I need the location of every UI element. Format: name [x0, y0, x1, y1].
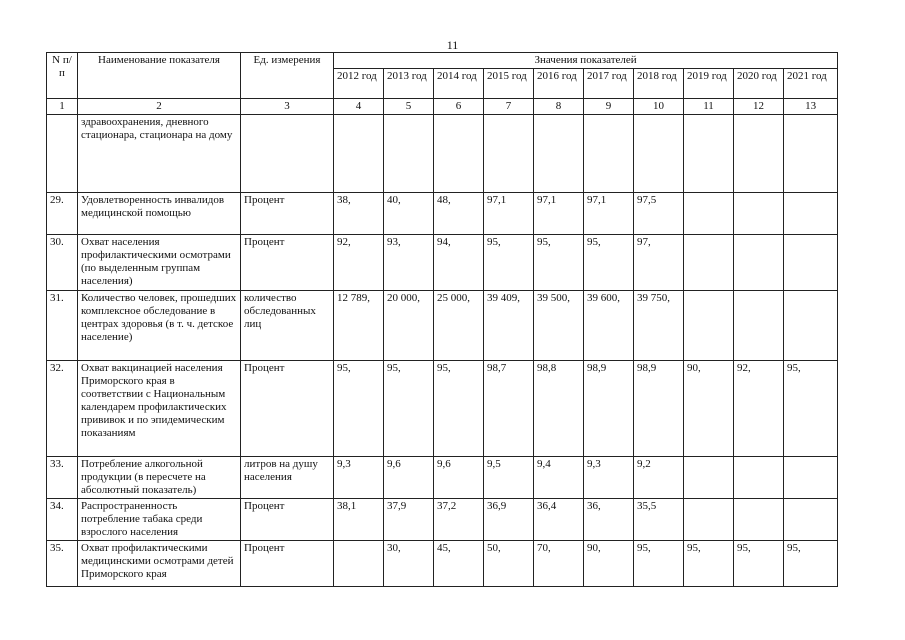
indicator-value: [334, 115, 384, 193]
indicator-name: Охват профилактическими медицинскими осмотрами детей Приморского края: [78, 541, 241, 587]
column-number: 6: [434, 99, 484, 115]
indicator-value: [684, 235, 734, 291]
indicator-value: 37,2: [434, 499, 484, 541]
indicator-value: [584, 115, 634, 193]
indicator-value: 95,: [684, 541, 734, 587]
table-row: [47, 457, 838, 499]
indicator-value: [784, 291, 838, 361]
indicator-value: 97,5: [634, 193, 684, 235]
row-number: 35.: [47, 541, 78, 587]
indicator-value: [734, 457, 784, 499]
column-number: 12: [734, 99, 784, 115]
indicator-value: 97,1: [484, 193, 534, 235]
indicator-value: 20 000,: [384, 291, 434, 361]
indicator-value: 95,: [434, 361, 484, 457]
indicator-value: 98,9: [634, 361, 684, 457]
indicator-value: [784, 193, 838, 235]
indicator-value: 39 600,: [584, 291, 634, 361]
header-number: N п/п: [47, 53, 78, 99]
unit-of-measure: [241, 115, 334, 193]
unit-of-measure: Процент: [241, 235, 334, 291]
indicator-value: [734, 115, 784, 193]
indicator-value: [534, 115, 584, 193]
header-year: 2016 год: [534, 69, 584, 99]
row-number: 33.: [47, 457, 78, 499]
column-number: 9: [584, 99, 634, 115]
column-number: 8: [534, 99, 584, 115]
indicator-value: 97,: [634, 235, 684, 291]
indicator-value: [484, 115, 534, 193]
row-number: 29.: [47, 193, 78, 235]
indicator-value: 95,: [534, 235, 584, 291]
indicator-value: [684, 499, 734, 541]
table-row: [47, 499, 838, 541]
unit-of-measure: Процент: [241, 499, 334, 541]
indicator-value: [734, 235, 784, 291]
column-number: 13: [784, 99, 838, 115]
indicator-value: 9,6: [384, 457, 434, 499]
indicator-value: 39 500,: [534, 291, 584, 361]
column-number: 7: [484, 99, 534, 115]
indicator-value: 95,: [484, 235, 534, 291]
indicator-value: 36,4: [534, 499, 584, 541]
indicator-value: 25 000,: [434, 291, 484, 361]
unit-of-measure: Процент: [241, 541, 334, 587]
indicator-value: 48,: [434, 193, 484, 235]
header-year: 2018 год: [634, 69, 684, 99]
indicator-value: [734, 291, 784, 361]
indicator-value: 30,: [384, 541, 434, 587]
indicator-name: Охват населения профилактическими осмотрами (по выделенным группам населения): [78, 235, 241, 291]
indicator-value: 95,: [784, 361, 838, 457]
indicator-value: 36,: [584, 499, 634, 541]
column-number: 10: [634, 99, 684, 115]
indicator-name: Охват вакцинацией населения Приморского края в соответствии с Национальным календарем профилактических прививок и по эпидемическим показаниям: [78, 361, 241, 457]
header-unit: Ед. измерения: [241, 53, 334, 99]
unit-of-measure: количество обследованных лиц: [241, 291, 334, 361]
indicator-value: 97,1: [534, 193, 584, 235]
indicator-name: здравоохранения, дневного стационара, стационара на дому: [78, 115, 241, 193]
indicator-value: [684, 193, 734, 235]
column-number: 2: [78, 99, 241, 115]
table-row: [47, 193, 838, 235]
page-number: 11: [446, 38, 459, 52]
indicator-value: [384, 115, 434, 193]
indicator-value: 98,9: [584, 361, 634, 457]
indicator-name: Потребление алкогольной продукции (в пересчете на абсолютный показатель): [78, 457, 241, 499]
indicator-value: 9,2: [634, 457, 684, 499]
indicator-value: [684, 115, 734, 193]
row-number: 31.: [47, 291, 78, 361]
indicator-value: [784, 499, 838, 541]
indicator-value: 98,8: [534, 361, 584, 457]
indicator-value: 9,5: [484, 457, 534, 499]
indicator-value: [734, 193, 784, 235]
indicator-value: 93,: [384, 235, 434, 291]
indicator-value: [784, 457, 838, 499]
indicator-value: 97,1: [584, 193, 634, 235]
header-values-group: Значения показателей: [334, 53, 838, 69]
indicator-value: 35,5: [634, 499, 684, 541]
indicator-value: 38,: [334, 193, 384, 235]
header-name: Наименование показателя: [78, 53, 241, 99]
column-number: 11: [684, 99, 734, 115]
indicator-value: [334, 541, 384, 587]
indicator-value: 37,9: [384, 499, 434, 541]
indicator-value: 90,: [584, 541, 634, 587]
header-year: 2019 год: [684, 69, 734, 99]
table-row: [47, 235, 838, 291]
indicator-value: 12 789,: [334, 291, 384, 361]
indicator-value: [634, 115, 684, 193]
indicator-value: 36,9: [484, 499, 534, 541]
indicators-table: [46, 52, 838, 587]
column-number: 3: [241, 99, 334, 115]
indicator-value: 95,: [734, 541, 784, 587]
header-year: 2014 год: [434, 69, 484, 99]
indicator-value: 94,: [434, 235, 484, 291]
indicator-value: 98,7: [484, 361, 534, 457]
indicator-value: 92,: [734, 361, 784, 457]
header-year: 2021 год: [784, 69, 838, 99]
indicator-value: [684, 291, 734, 361]
header-year: 2017 год: [584, 69, 634, 99]
indicator-value: [784, 115, 838, 193]
table-row: [47, 291, 838, 361]
indicator-value: [734, 499, 784, 541]
indicator-value: 39 409,: [484, 291, 534, 361]
indicator-value: 9,3: [584, 457, 634, 499]
unit-of-measure: Процент: [241, 361, 334, 457]
row-number: 30.: [47, 235, 78, 291]
header-year: 2013 год: [384, 69, 434, 99]
indicator-value: 50,: [484, 541, 534, 587]
column-number: 1: [47, 99, 78, 115]
indicator-value: 95,: [784, 541, 838, 587]
row-number: [47, 115, 78, 193]
indicator-value: [784, 235, 838, 291]
indicator-value: 90,: [684, 361, 734, 457]
row-number: 32.: [47, 361, 78, 457]
indicator-value: 95,: [384, 361, 434, 457]
indicator-value: 95,: [584, 235, 634, 291]
header-year: 2020 год: [734, 69, 784, 99]
indicator-value: 9,6: [434, 457, 484, 499]
indicator-value: 70,: [534, 541, 584, 587]
indicator-value: 40,: [384, 193, 434, 235]
indicator-value: [434, 115, 484, 193]
column-number: 5: [384, 99, 434, 115]
table-row: [47, 361, 838, 457]
indicator-value: 95,: [634, 541, 684, 587]
unit-of-measure: Процент: [241, 193, 334, 235]
indicator-value: 9,4: [534, 457, 584, 499]
indicator-value: 9,3: [334, 457, 384, 499]
indicator-value: 38,1: [334, 499, 384, 541]
table-row: [47, 541, 838, 587]
unit-of-measure: литров на душу населения: [241, 457, 334, 499]
indicator-value: 45,: [434, 541, 484, 587]
table-row: [47, 115, 838, 193]
header-year: 2012 год: [334, 69, 384, 99]
indicator-value: 92,: [334, 235, 384, 291]
column-number: 4: [334, 99, 384, 115]
indicator-name: Удовлетворенность инвалидов медицинской помощью: [78, 193, 241, 235]
indicator-value: 95,: [334, 361, 384, 457]
header-year: 2015 год: [484, 69, 534, 99]
indicator-value: [684, 457, 734, 499]
indicator-name: Распространенность потребление табака среди взрослого населения: [78, 499, 241, 541]
indicator-name: Количество человек, прошедших комплексное обследование в центрах здоровья (в т. ч. детское население): [78, 291, 241, 361]
indicator-value: 39 750,: [634, 291, 684, 361]
row-number: 34.: [47, 499, 78, 541]
